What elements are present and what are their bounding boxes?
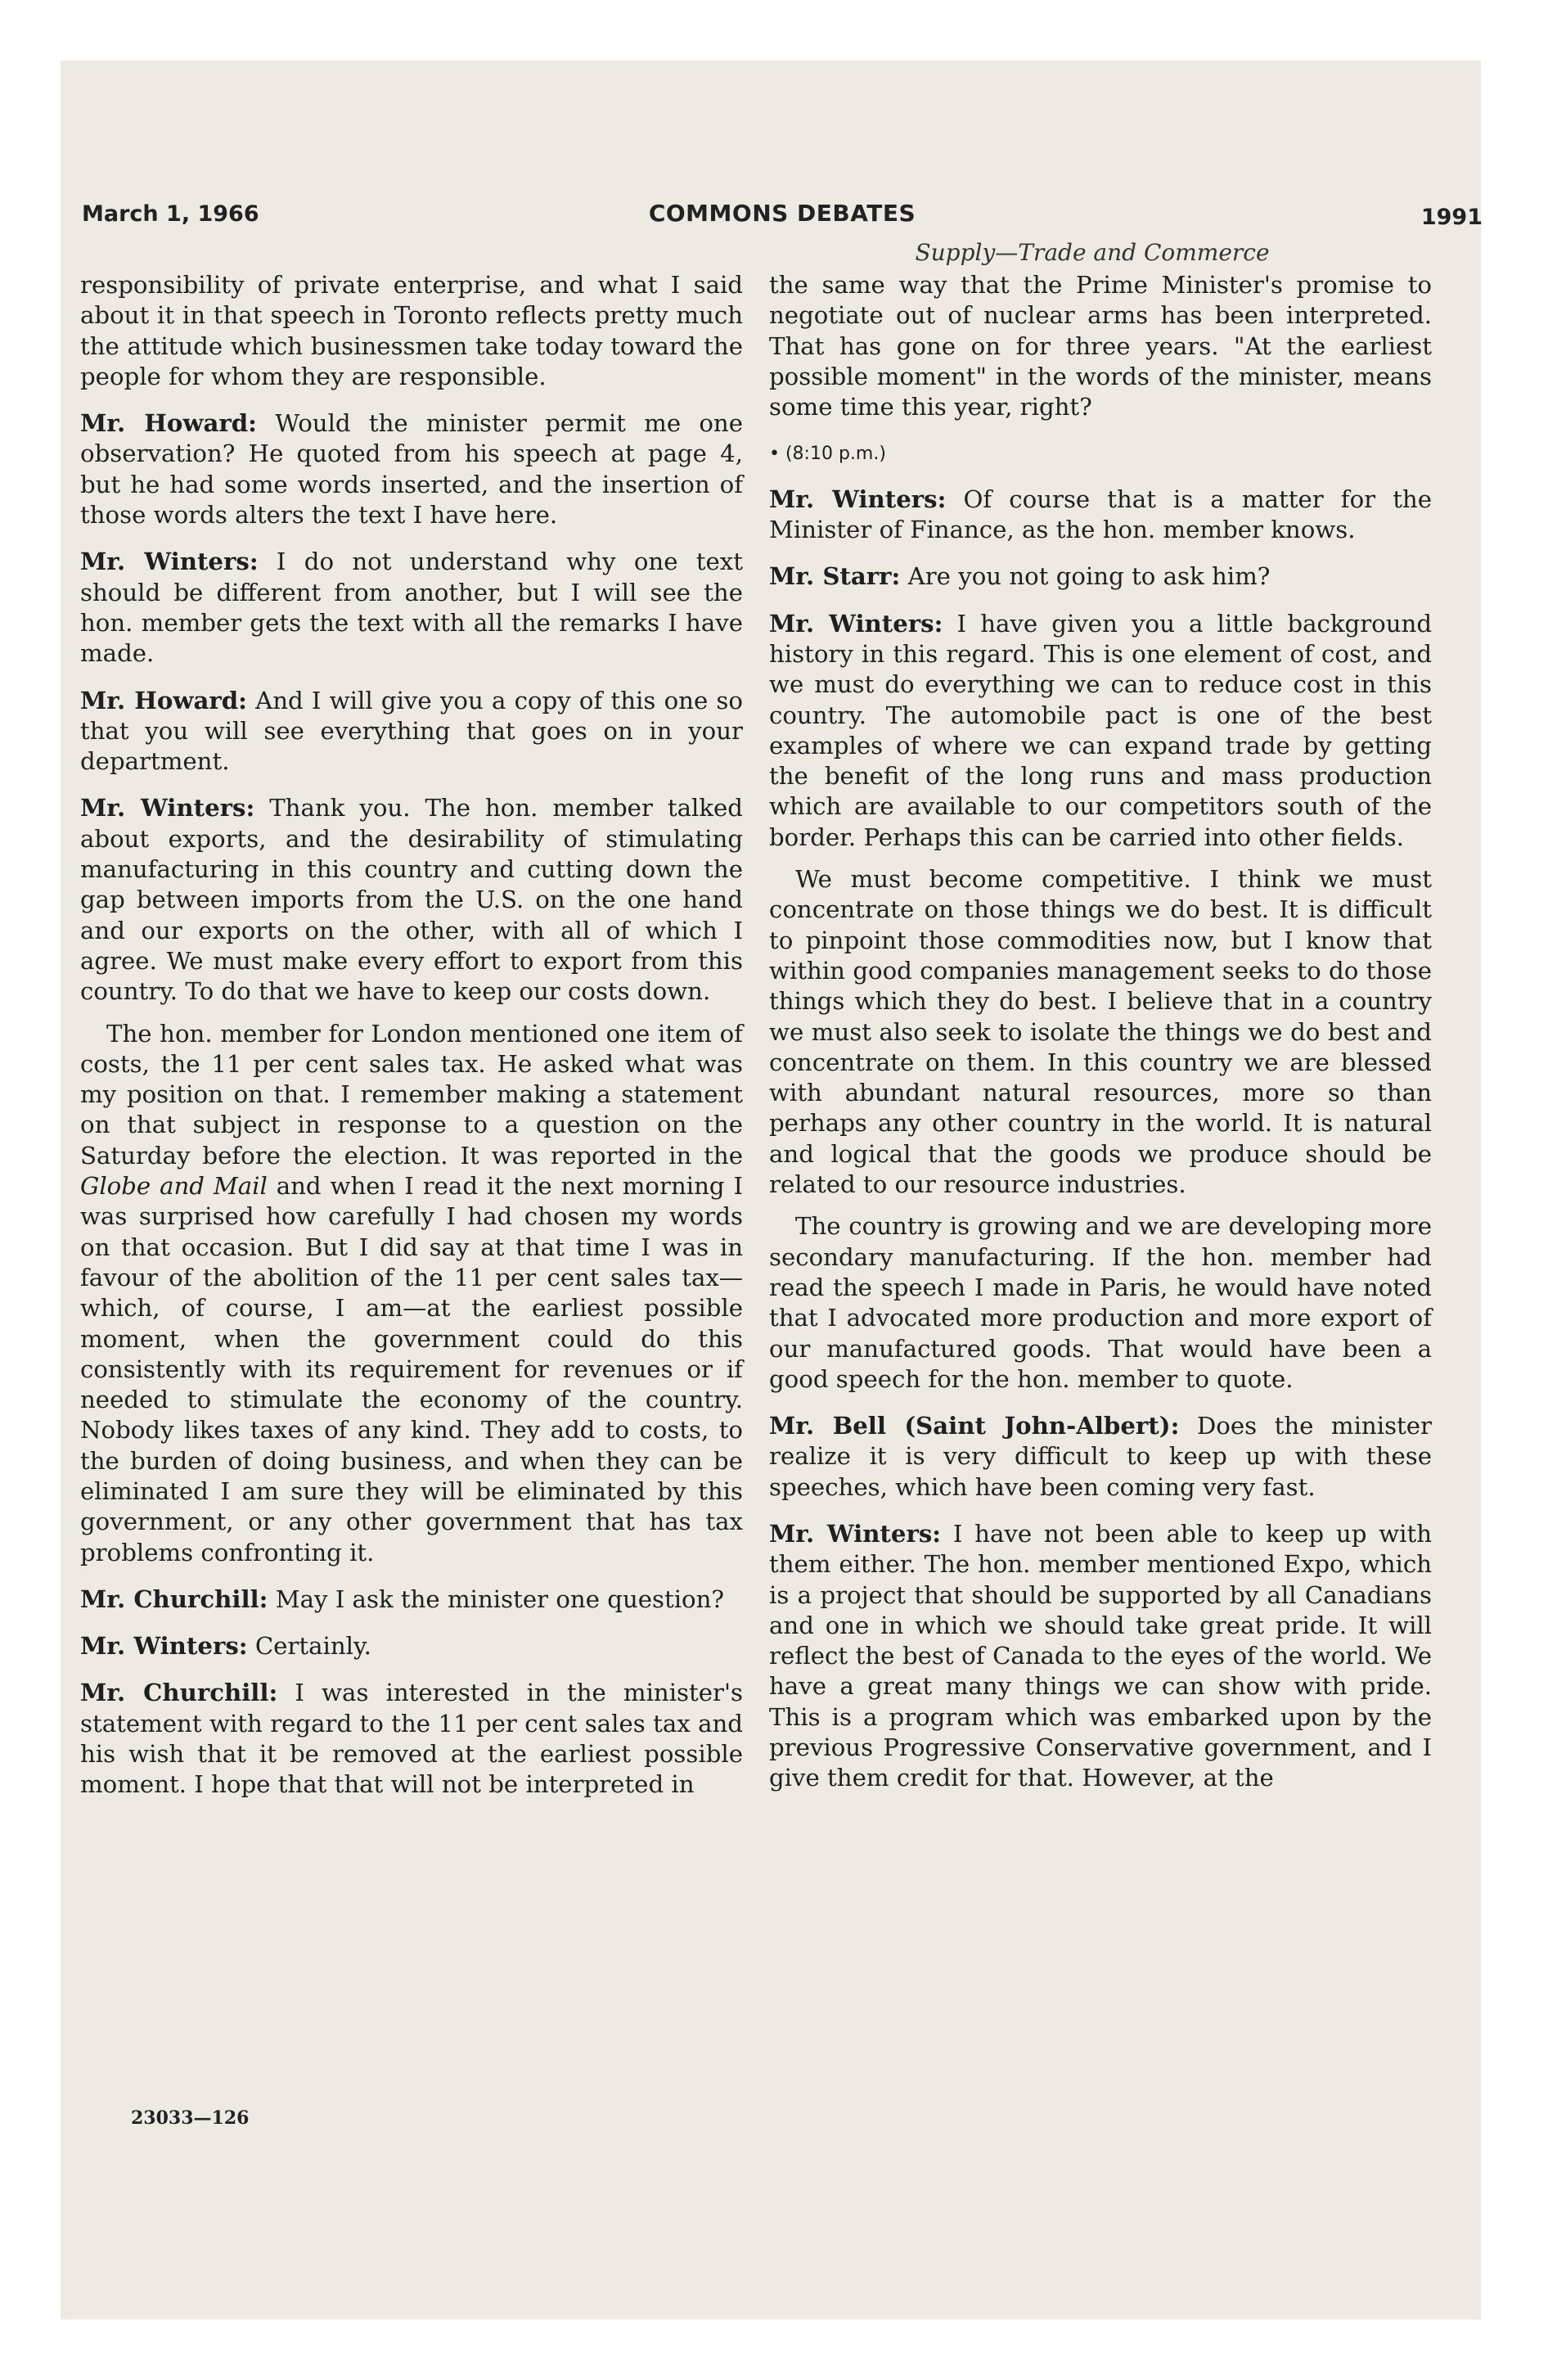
paragraph: responsibility of private enterprise, and what I said about it in that speech in Toronto reflects pretty much the attitude which businessmen take today toward the people for whom they are responsible. [80,271,743,390]
speech-text: Would the minister permit me one observation? He quoted from his speech at page 4, but he had some words inserted, and the insertion of those words alters the text I have here. [80,409,743,530]
speech-churchill-1 [80,1584,743,1615]
page-header [82,196,1483,242]
speaker-name: Mr. Winters: [769,1519,942,1548]
speaker-name: Mr. Winters: [769,485,947,513]
time-stamp: • (8:10 p.m.) [769,444,886,465]
speaker-name: Mr. Howard: [80,409,257,438]
speaker-name: Mr. Winters: [769,609,943,638]
speech-winters-6 [769,1519,1432,1794]
speech-winters-3 [80,1631,743,1661]
speech-winters-4 [769,485,1432,546]
header-title: COMMONS DEBATES [648,200,916,227]
speaker-name: Mr. Winters: [80,794,255,823]
speech-text: Thank you. The hon. member talked about exports, and the desirability of stimulating manufacturing in this country and cutting down the gap between imports from the U.S. on the one hand and our exports on the other, with all of which I agree. We must make every effort to export from this country. To do that we have to keep our costs down. [80,794,743,1006]
speaker-name: Mr. Winters: [80,548,259,576]
speech-winters-2 [80,793,743,1007]
speaker-name: Mr. Bell (Saint John-Albert): [769,1412,1180,1440]
speech-bell [769,1411,1432,1503]
speech-winters-5 [769,609,1432,853]
speech-text: Certainly. [247,1632,371,1661]
speech-text: Does the minister realize it is very difficult to keep up with these speeches, which have been coming very fast. [769,1412,1432,1501]
speech-text: I have given you a little background history in this regard. This is one element of cost, and we must do everything we can to reduce cost in this country. The automobile pact is one of the best examples of where we can expand trade by getting the benefit of the long runs and mass production which are available to our competitors south of the border. Perhaps this can be carried into other fields. [769,609,1433,851]
right-column [769,270,1432,1810]
header-page-number: 1991 [1420,205,1483,230]
speech-starr [769,561,1432,592]
speaker-name: Mr. Starr: [769,562,901,591]
speech-howard-2 [80,686,743,778]
speech-howard-1 [80,408,743,530]
speech-text: May I ask the minister one question? [268,1584,725,1613]
speaker-name: Mr. Churchill: [80,1584,268,1613]
speech-text: And I will give you a copy of this one so that you will see everything that goes on in your department. [80,686,743,776]
speaker-name: Mr. Churchill: [80,1679,278,1707]
speech-text: Of course that is a matter for the Minister of Finance, as the hon. member knows. [769,485,1432,544]
speech-churchill-2 [80,1678,743,1800]
paragraph-competitive: We must become competitive. I think we must concentrate on those things we do best. It is difficult to pinpoint those commodities now, but I know that within good companies management seeks to do those things which they do best. I believe that in a country we must also seek to isolate the things we do best and concentrate on them. In this country we are blessed with abundant natural resources, more so than perhaps any other country in the world. It is natural and logical that the goods we produce should be related to our resource industries. [769,865,1432,1199]
speech-text: I was interested in the minister's statement with regard to the 11 per cent sales tax and his wish that it be removed at the earliest possible moment. I hope that that will not be interpreted in [80,1679,743,1799]
newspaper-title: Globe and Mail [80,1172,268,1201]
paragraph-growing: The country is growing and we are developing more secondary manufacturing. If the hon. member had read the speech I made in Paris, he would have noted that I advocated more production and more export of our manufactured goods. That would have been a good speech for the hon. member to quote. [769,1212,1432,1393]
speech-text: Are you not going to ask him? [900,562,1271,591]
footer-code: 23033—126 [131,2107,250,2129]
section-subheading: Supply—Trade and Commerce [915,239,1270,266]
speech-winters-1 [80,547,743,669]
paragraph-london: The hon. member for London mentioned one item of costs, the 11 per cent sales tax. He asked what was my position on that. I remember making a statement on that subject in response to a question on the Saturday before the election. It was reported in the Globe and Mail and when I read it the next morning I was surprised how carefully I had chosen my words on that occasion. But I did say at that time I was in favour of the abolition of the 11 per cent sales tax—which, of course, I am—at the earliest possible moment, when the government could do this consistently with its requirement for revenues or if needed to stimulate the economy of the country. Nobody likes taxes of any kind. They add to costs, to the burden of doing business, and when they can be eliminated I am sure they will be eliminated by this government, or any other government that has tax problems confronting it. [80,1019,743,1566]
speaker-name: Mr. Howard: [80,686,247,714]
speaker-name: Mr. Winters: [80,1632,248,1661]
speech-text: I do not understand why one text should be different from another, but I will see the hon. member gets the text with all the remarks I have made. [80,548,743,668]
speech-text: I have not been able to keep up with them either. The hon. member mentioned Expo, which is a project that should be supported by all Canadians and one in which we should take great pride. It will reflect the best of Canada to the eyes of the world. We have a great many things we can show with pride. This is a program which was embarked upon by the previous Progressive Conservative government, and I give them credit for that. However, at the [769,1519,1433,1792]
header-date: March 1, 1966 [82,201,259,227]
left-column [80,270,743,1817]
paragraph-continued: the same way that the Prime Minister's promise to negotiate out of nuclear arms has been interpreted. That has gone on for three years. "At the earliest possible moment" in the words of the minister, means some time this year, right? [769,271,1432,421]
